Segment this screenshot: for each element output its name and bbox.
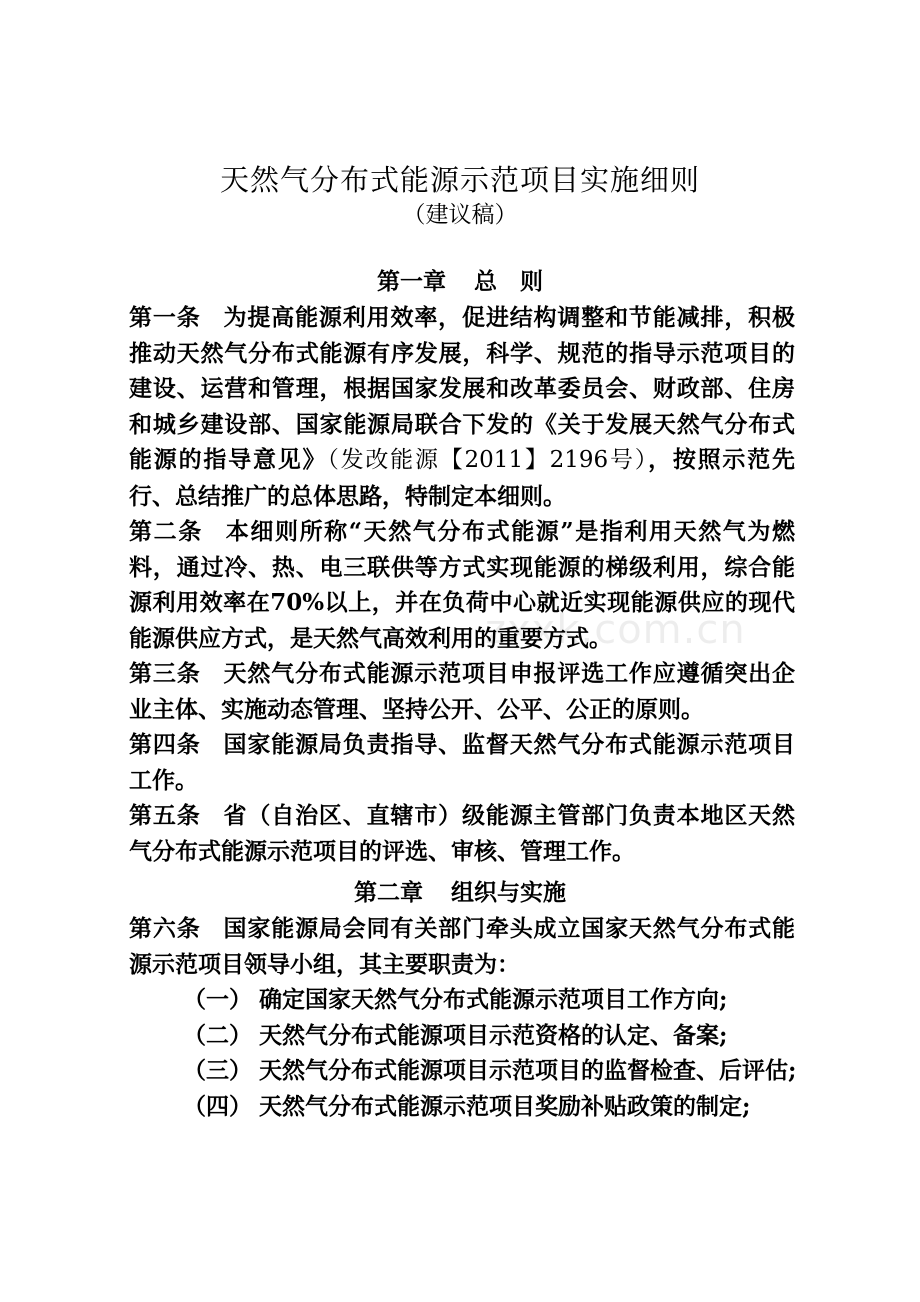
- list-index: （二）: [183, 1021, 252, 1049]
- article-text: 天然气分布式能源示范项目申报评选工作应遵循突出企业主体、实施动态管理、坚持公开、公平、公正的原则。: [129, 660, 796, 723]
- article-5: [129, 798, 795, 869]
- chapter-1-label: 第一章: [377, 268, 446, 295]
- chapter-1-heading: [0, 265, 920, 299]
- article-number: 第四条: [129, 731, 201, 758]
- article-number: 第五条: [129, 802, 201, 829]
- watermark: zxxk.com.cn: [485, 607, 746, 653]
- document-reference: （发改能源【2011】2196号）: [327, 447, 649, 473]
- document-title: 天然气分布式能源示范项目实施细则: [219, 163, 700, 197]
- article-1: [129, 300, 795, 514]
- article-number: 第二条: [129, 518, 203, 545]
- article-text: 省（自治区、直辖市）级能源主管部门负责本地区天然气分布式能源示范项目的评选、审核、管理工作。: [129, 802, 796, 865]
- list-item: [183, 1089, 803, 1125]
- article-3: [129, 656, 795, 727]
- list-item: [183, 1018, 803, 1054]
- article-6: [129, 911, 795, 982]
- list-index: （一）: [183, 986, 252, 1013]
- article-text: 国家能源局负责指导、监督天然气分布式能源示范项目工作。: [129, 731, 796, 794]
- list-text: 天然气分布式能源示范项目奖励补贴政策的制定;: [259, 1092, 751, 1120]
- duties-list: [183, 982, 803, 1124]
- article-text: 本细则所称“天然气分布式能源”是指利用天然气为燃料，通过冷、热、电三联供等方式实现能源的梯级利用，综合能源利用效率在70%以上，并在负荷中心就近实现能源供应的现代能源供应方式，是天然气高效利用的重要方式。: [129, 518, 795, 652]
- chapter-2-name: 组织与实施: [451, 879, 566, 906]
- chapter-2-heading: [0, 876, 920, 910]
- article-number: 第三条: [129, 660, 201, 687]
- document-subtitle: （建议稿）: [402, 202, 518, 228]
- article-text: 国家能源局会同有关部门牵头成立国家天然气分布式能源示范项目领导小组，其主要职责为：: [129, 915, 796, 978]
- article-2: [129, 514, 795, 656]
- article-number: 第一条: [129, 304, 201, 331]
- list-index: （三）: [183, 1057, 252, 1084]
- chapter-1-name: 总 则: [474, 268, 543, 295]
- article-text: ，按照示范先行、总结推广的总体思路，特制定本细则。: [129, 446, 796, 510]
- list-item: [183, 982, 803, 1018]
- chapter-2-label: 第二章: [354, 879, 423, 906]
- article-4: [129, 727, 795, 798]
- list-text: 天然气分布式能源项目示范项目的监督检查、后评估;: [259, 1057, 797, 1084]
- article-number: 第六条: [129, 915, 201, 942]
- chapter-1-body: [129, 300, 795, 869]
- list-text: 确定国家天然气分布式能源示范项目工作方向;: [259, 986, 728, 1013]
- list-index: （四）: [183, 1092, 252, 1120]
- chapter-2-body: [129, 911, 795, 982]
- article-text: 为提高能源利用效率，促进结构调整和节能减排，积极推动天然气分布式能源有序发展，科学、规范的指导示范项目的建设、运营和管理，根据国家发展和改革委员会、财政部、住房和城乡建设部、国家能源局联合下发的《关于发展天然气分布式能源的指导意见》: [129, 304, 796, 473]
- list-item: [183, 1053, 803, 1089]
- list-text: 天然气分布式能源项目示范资格的认定、备案;: [259, 1021, 728, 1049]
